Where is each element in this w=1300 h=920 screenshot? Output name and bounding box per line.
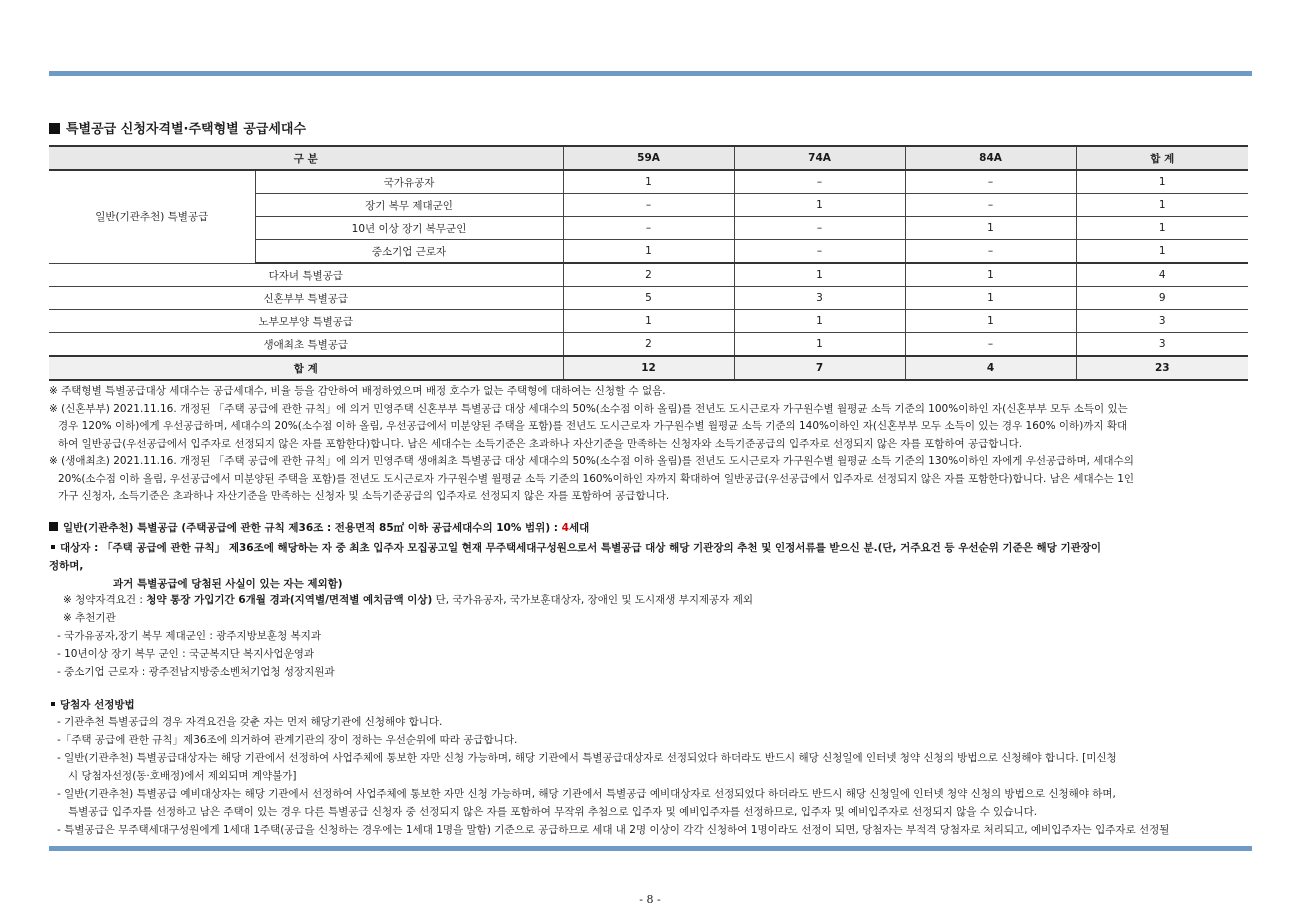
selection-item: -「주택 공급에 관한 규칙」제36조에 의거하여 관계기관의 장이 정하는 우선순위에 따라 공급합니다. [57,734,518,746]
cell-74a: 1 [734,194,905,217]
table-row [49,333,1248,357]
bullet-icon [51,702,55,706]
selection-item: - 특별공급은 무주택세대구성원에게 1세대 1주택(공급을 신청하는 경우에는 1세대 1명을 말함) 기준으로 공급하므로 세대 내 2명 이상이 각각 신청하여 1명이라도 선정이 되면, 당첨자는 부적격 당첨자로 처리되고, 예비입주자는 입주자로 선정될 [57,824,1170,836]
row-label: 노부모부양 특별공급 [49,310,563,333]
total-label: 합 계 [49,356,563,380]
cell-74a: – [734,170,905,194]
cell-total: 1 [1076,194,1248,217]
cell-total: 3 [1076,310,1248,333]
cell-84a: – [905,170,1076,194]
cell-74a: 1 [734,310,905,333]
selection-item: - 기관추천 특별공급의 경우 자격요건을 갖춘 자는 먼저 해당기관에 신청해야 합니다. [57,716,443,728]
table-row [49,263,1248,287]
selection-title: 당첨자 선정방법 [49,696,1254,714]
note-line: ※ (신혼부부) 2021.11.16. 개정된 「주택 공급에 관한 규칙」에 의거 민영주택 신혼부부 특별공급 대상 세대수의 50%(소수점 이하 올림)를 전년도 도시근로자 가구원수별 월평균 소득 기준의 100%이하인 자(신혼부부 모두 소득이 있는 [49,402,1128,415]
section-title: 특별공급 신청자격별·주택형별 공급세대수 [49,118,306,137]
note-line: ※ (생애최초) 2021.11.16. 개정된 「주택 공급에 관한 규칙」에 의거 민영주택 생애최초 특별공급 대상 세대수의 50%(소수점 이하 올림)를 전년도 도시근로자 가구원수별 월평균 소득 기준의 130%이하인 자에게 우선공급하며, 세대수의 [49,455,1134,467]
bullet-icon [51,545,55,549]
table-row [49,287,1248,310]
header-total: 합 계 [1076,146,1248,170]
header-84a: 84A [905,146,1076,170]
square-bullet-icon [49,123,60,134]
cell-84a: – [905,240,1076,264]
cell-59a: 1 [563,310,734,333]
header-59a: 59A [563,146,734,170]
cell-total: 1 [1076,217,1248,240]
cell-59a: 5 [563,287,734,310]
row-label: 신혼부부 특별공급 [49,287,563,310]
target-line: 과거 특별공급에 당첨된 사실이 있는 자는 제외함) [113,578,343,590]
cell-74a: 1 [734,333,905,357]
cell-59a: 1 [563,240,734,264]
cell-59a: 2 [563,333,734,357]
footer-rule [49,846,1252,851]
selection-item: - 일반(기관추천) 특별공급 예비대상자는 해당 기관에서 선정하여 사업주체에 통보한 자만 신청 가능하며, 해당 기관에서 특별공급 예비대상자로 선정되었다 하더라도 반드시 해당 신청일에 인터넷 청약 신청의 방법으로 신청해야 하며, [57,788,1116,800]
target-line: 정하며, [49,560,84,572]
cell-total: 1 [1076,170,1248,194]
cell-74a: 3 [734,287,905,310]
cell-59a: – [563,217,734,240]
heading-count: 4 [561,522,569,534]
square-bullet-icon [49,522,58,531]
notes-block [49,383,1254,506]
cell-84a: – [905,333,1076,357]
general-group-label: 일반(기관추천) 특별공급 [49,170,255,263]
row-label: 10년 이상 장기 복무군인 [255,217,563,240]
cell-59a: – [563,194,734,217]
cell-59a: 2 [563,263,734,287]
cell-84a: 1 [905,263,1076,287]
eligibility-requirement: ※ 청약자격요건 : 청약 통장 가입기간 6개월 경과(지역별/면적별 예치금액 이상) 단, 국가유공자, 국가보훈대상자, 장애인 및 도시재생 부지제공자 제외 [63,594,754,606]
selection-item: 시 당첨자선정(동·호배정)에서 제외되며 계약불가] [68,770,297,782]
target-line: 대상자 : 「주택 공급에 관한 규칙」 제36조에 해당하는 자 중 최초 입주자 모집공고일 현재 무주택세대구성원으로서 특별공급 대상 해당 기관장의 추천 및 인정서류를 받으신 분.(단, 거주요건 등 우선순위 기준은 해당 기관장이 [49,539,1254,557]
note-line: ※ 주택형별 특별공급대상 세대수는 공급세대수, 비율 등을 감안하여 배정하였으며 배정 호수가 없는 주택형에 대하여는 신청할 수 없음. [49,385,666,397]
agency-item: - 국가유공자,장기 복무 제대군인 : 광주지방보훈청 복지과 [57,630,321,642]
total-sum: 23 [1076,356,1248,380]
table-header-row [49,146,1248,170]
agency-list [49,609,1254,681]
note-line: 가구 신청자, 소득기준은 초과하나 자산기준을 만족하는 신청자 및 소득기준공급의 입주자로 선정되지 않은 자를 포함하여 공급합니다. [58,490,670,502]
table-row [49,170,1248,194]
cell-74a: – [734,217,905,240]
note-line: 경우 120% 이하)에게 우선공급하며, 세대수의 20%(소수점 이하 올림, 우선공급에서 미분양된 주택을 포함)를 전년도 도시근로자 가구원수별 월평균 소득 기준의 140%이하인 자(신혼부부 모두 소득이 있는 경우 160% 이하)까지 확대 [58,420,1128,432]
total-59a: 12 [563,356,734,380]
total-84a: 4 [905,356,1076,380]
selection-item: 특별공급 입주자를 선정하고 남은 주택이 있는 경우 다른 특별공급 신청자 중 선정되지 않은 자를 포함하여 무작위 추첨으로 입주자 및 예비입주자를 선정하므로, 입주자 및 예비입주자로 선정되지 않을 수 있습니다. [68,806,1038,818]
page-number: - 8 - [639,893,661,906]
row-label: 장기 복무 제대군인 [255,194,563,217]
row-label: 국가유공자 [255,170,563,194]
total-74a: 7 [734,356,905,380]
note-line: 20%(소수점 이하 올림, 우선공급에서 미분양된 주택을 포함)를 전년도 도시근로자 가구원수별 월평균 소득 기준의 160%이하인 자까지 확대하여 일반공급(우선공급에서 입주자로 선정되지 않은 자를 포함한다)합니다. 남은 세대수는 1인 [58,472,1135,485]
selection-list [49,713,1254,839]
cell-74a: – [734,240,905,264]
cell-total: 9 [1076,287,1248,310]
row-label: 다자녀 특별공급 [49,263,563,287]
general-section-heading: 일반(기관추천) 특별공급 (주택공급에 관한 규칙 제36조 : 전용면적 85㎡ 이하 공급세대수의 10% 범위) : 4세대 [49,519,1254,537]
cell-74a: 1 [734,263,905,287]
table-total-row [49,356,1248,380]
header-74a: 74A [734,146,905,170]
cell-59a: 1 [563,170,734,194]
agency-item: - 10년이상 장기 복무 군인 : 국군복지단 복지사업운영과 [57,648,315,660]
agency-item: - 중소기업 근로자 : 광주전남지방중소벤처기업청 성장지원과 [57,666,335,678]
cell-84a: – [905,194,1076,217]
table-row [49,310,1248,333]
cell-total: 1 [1076,240,1248,264]
header-category: 구 분 [49,146,563,170]
selection-item: - 일반(기관추천) 특별공급대상자는 해당 기관에서 선정하여 사업주체에 통보한 자만 신청 가능하며, 해당 기관에서 특별공급대상자로 선정되었다 하더라도 반드시 해당 신청일에 인터넷 청약 신청의 방법으로 신청해야 합니다. [미신청 [57,752,1117,764]
agency-title: ※ 추천기관 [63,612,116,624]
header-rule [49,71,1252,76]
row-label: 중소기업 근로자 [255,240,563,264]
cell-total: 4 [1076,263,1248,287]
cell-84a: 1 [905,287,1076,310]
cell-84a: 1 [905,217,1076,240]
cell-total: 3 [1076,333,1248,357]
target-description [49,539,1254,593]
cell-84a: 1 [905,310,1076,333]
row-label: 생애최초 특별공급 [49,333,563,357]
supply-table [49,145,1248,381]
note-line: 하여 일반공급(우선공급에서 입주자로 선정되지 않은 자를 포함한다)합니다. 남은 세대수는 소득기준은 초과하나 자산기준을 만족하는 신청자와 소득기준공급의 입주자로 선정되지 않은 자를 포함하여 공급합니다. [58,437,1023,450]
